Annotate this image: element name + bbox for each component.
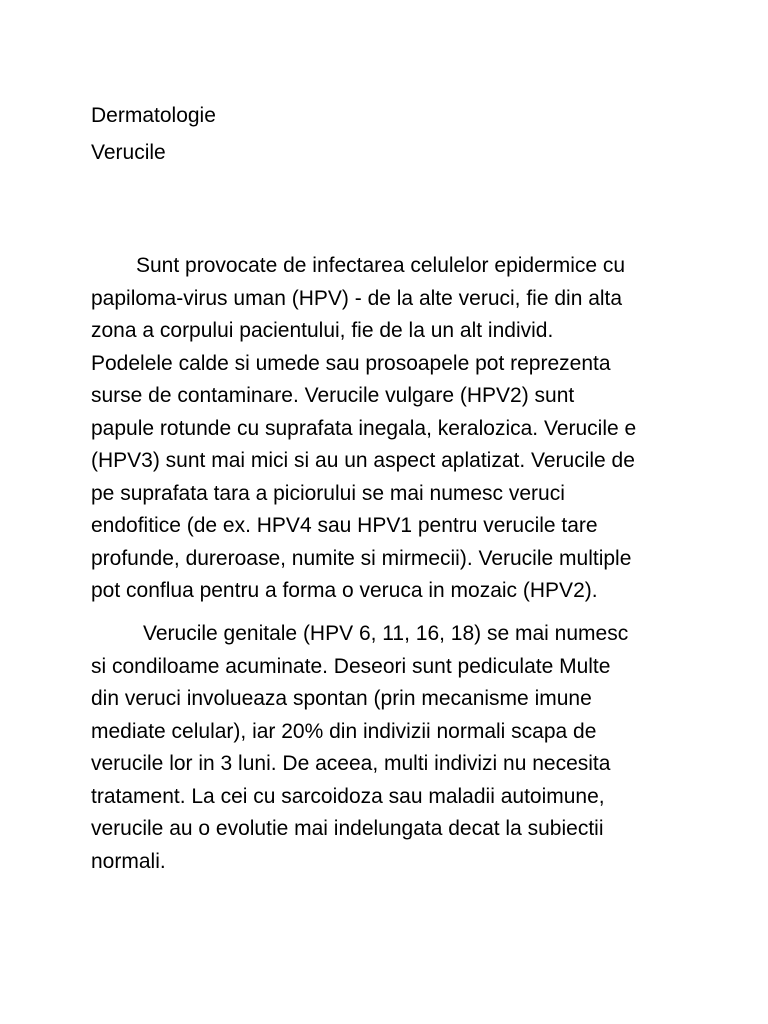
paragraph-line: zona a corpului pacientului, fie de la un alt individ. — [91, 319, 554, 342]
paragraph-line: Podelele calde si umede sau prosoapele pot reprezenta — [91, 351, 611, 375]
document-title: Dermatologie — [91, 104, 216, 127]
paragraph-line: surse de contaminare. Verucile vulgare (HPV2) sunt — [91, 384, 575, 407]
paragraph-2 — [91, 618, 691, 878]
paragraph-line: Verucile genitale (HPV 6, 11, 16, 18) se mai numesc — [143, 622, 629, 645]
paragraph-line: si condiloame acuminate. Deseori sunt pediculate Multe — [91, 654, 611, 678]
paragraph-line: tratament. La cei cu sarcoidoza sau maladii autoimune, — [91, 784, 605, 808]
paragraph-line: pot conflua pentru a forma o veruca in mozaic (HPV2). — [91, 579, 598, 602]
paragraph-line: din veruci involueaza spontan (prin mecanisme imune — [91, 687, 592, 710]
paragraph-line: papiloma-virus uman (HPV) - de la alte veruci, fie din alta — [91, 286, 623, 310]
paragraph-line: papule rotunde cu suprafata inegala, keralozica. Verucile e — [91, 416, 637, 440]
paragraph-1 — [91, 250, 691, 608]
paragraph-line: Sunt provocate de infectarea celulelor epidermice cu — [136, 254, 626, 277]
paragraph-line: verucile au o evolutie mai indelungata decat la subiectii — [91, 817, 604, 840]
document-subtitle: Verucile — [91, 141, 166, 164]
paragraph-line: pe suprafata tara a piciorului se mai numesc veruci — [91, 481, 565, 505]
paragraph-line: endofitice (de ex. HPV4 sau HPV1 pentru verucile tare — [91, 514, 598, 537]
paragraph-line: mediate celular), iar 20% din indivizii normali scapa de — [91, 719, 597, 743]
paragraph-line: (HPV3) sunt mai mici si au un aspect aplatizat. Verucile de — [91, 449, 635, 472]
paragraph-line: verucile lor in 3 luni. De aceea, multi indivizi nu necesita — [91, 752, 611, 775]
paragraph-line: normali. — [91, 849, 166, 873]
paragraph-line: profunde, dureroase, numite si mirmecii). Verucile multiple — [91, 546, 632, 570]
